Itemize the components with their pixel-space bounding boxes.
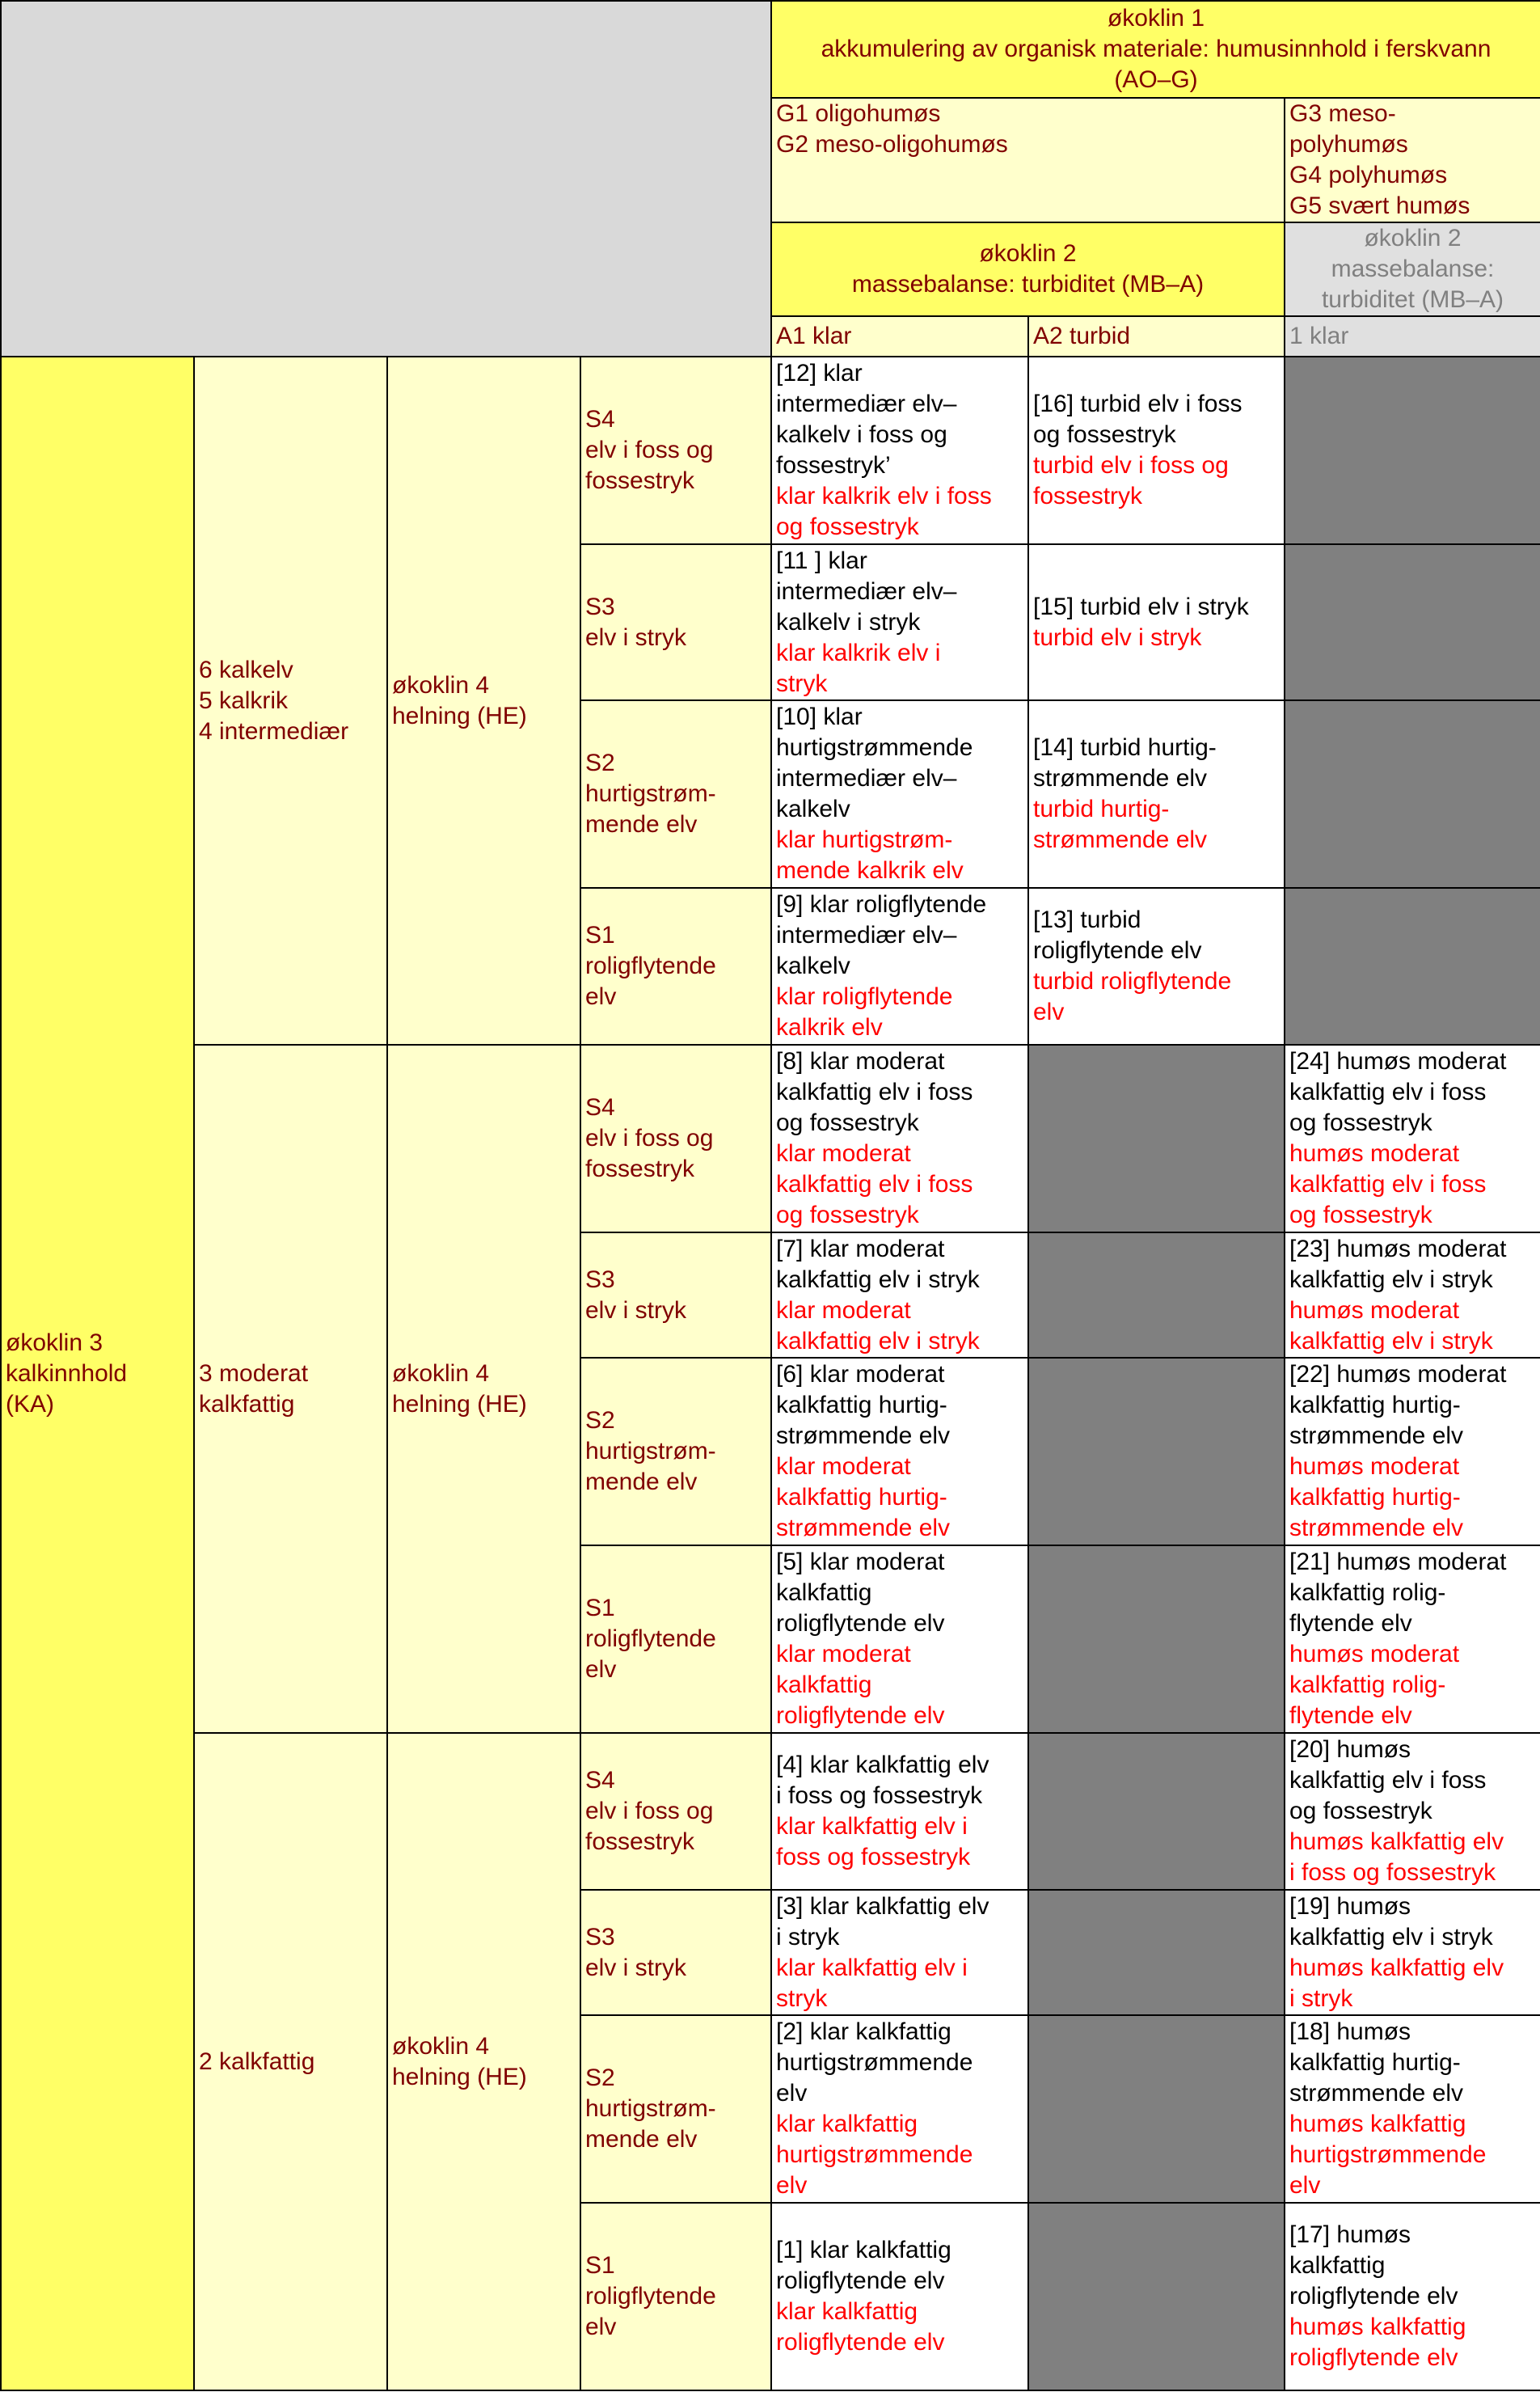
empty-dark-cell (1028, 1545, 1285, 1733)
slope-line: elv (585, 2314, 617, 2340)
ka-cell (1, 357, 194, 2390)
okoklin2-line: massebalanse: (1331, 256, 1495, 282)
type-line-red: humøs moderat (1289, 1296, 1460, 1324)
type-line: intermediær elv– (776, 922, 957, 949)
type-line-red: klar kalkrik elv i (776, 639, 941, 666)
type-line-red: kalkfattig hurtig- (1289, 1484, 1461, 1511)
type-line: [20] humøs (1289, 1736, 1411, 1763)
type-line: kalkfattig elv i foss (1289, 1079, 1487, 1105)
slope-s3-cell (580, 1232, 771, 1358)
type-line: kalkelv (776, 796, 850, 822)
type-line: [2] klar kalkfattig (776, 2018, 951, 2045)
type-line: i stryk (776, 1923, 840, 1950)
type-line-red: humøs kalkfattig elv (1289, 1828, 1504, 1855)
okoklin1-header (771, 1, 1540, 98)
type-line: intermediær elv– (776, 765, 957, 792)
empty-dark-cell (1028, 1232, 1285, 1358)
g-line: G4 polyhumøs (1289, 162, 1448, 188)
g3-g5-header (1285, 98, 1540, 222)
slope-s1-cell (580, 1545, 771, 1733)
type-line-red: humøs kalkfattig elv (1289, 1954, 1504, 1981)
slope-line: elv i stryk (585, 1296, 687, 1324)
ka-line: kalkinnhold (6, 1359, 128, 1387)
type-line: [9] klar roligflytende (776, 891, 987, 918)
type-line-red: kalkfattig (776, 1671, 872, 1698)
type-line: [7] klar moderat (776, 1235, 945, 1262)
type-12-cell (771, 357, 1028, 544)
slope-line: S3 (585, 1266, 615, 1293)
type-line-red: hurtigstrømmende (776, 2141, 973, 2168)
okoklin2-line: turbiditet (MB–A) (1321, 286, 1504, 313)
type-20-cell (1285, 1733, 1540, 1890)
type-line: strømmende elv (776, 1422, 951, 1449)
type-line-red: klar moderat (776, 1453, 911, 1480)
slope-line: elv i foss og (585, 437, 714, 463)
slope-line: hurtigstrøm- (585, 2095, 716, 2122)
kalk-line: 3 moderat (199, 1359, 309, 1387)
slope-s4-cell (580, 1045, 771, 1232)
he-line: økoklin 4 (392, 2032, 490, 2060)
type-line: [21] humøs moderat (1289, 1549, 1507, 1575)
type-23-cell (1285, 1232, 1540, 1358)
type-line-red: elv (776, 2172, 808, 2199)
type-line-red: og fossestryk (776, 1202, 919, 1228)
type-1-cell (771, 2203, 1028, 2390)
type-line-red: elv (1289, 2172, 1321, 2199)
type-line: kalkfattig hurtig- (1289, 2049, 1461, 2076)
slope-line: elv i foss og (585, 1798, 714, 1824)
kalk-line: kalkfattig (199, 1390, 295, 1418)
type-line-red: klar moderat (776, 1296, 911, 1324)
col-header-a2: A2 turbid (1028, 316, 1285, 357)
type-line: [11 ] klar (776, 547, 867, 574)
empty-dark-cell (1028, 1045, 1285, 1232)
okoklin1-line: akkumulering av organisk materiale: humusinnhold i ferskvann (821, 36, 1491, 62)
slope-line: S2 (585, 750, 615, 776)
slope-line: S2 (585, 2064, 615, 2091)
type-line-red: roligflytende elv (1289, 2344, 1458, 2371)
type-line-red: kalkfattig elv i stryk (776, 1327, 980, 1354)
type-line-red: stryk (776, 670, 828, 697)
type-line: kalkfattig elv i foss (1289, 1767, 1487, 1794)
type-line-red: klar kalkrik elv i foss (776, 483, 992, 509)
slope-line: elv i stryk (585, 623, 687, 651)
slope-line: S4 (585, 1094, 615, 1121)
type-4-cell (771, 1733, 1028, 1890)
type-line: [1] klar kalkfattig (776, 2237, 951, 2263)
type-line: intermediær elv– (776, 577, 957, 605)
type-line: roligflytende elv (1033, 937, 1202, 964)
type-line: kalkfattig rolig- (1289, 1579, 1446, 1606)
type-line: kalkfattig elv i stryk (1289, 1923, 1493, 1950)
type-line: [24] humøs moderat (1289, 1048, 1507, 1075)
slope-s2-cell (580, 2015, 771, 2203)
type-line-red: klar kalkfattig (776, 2298, 918, 2325)
type-line-red: roligflytende elv (776, 1702, 945, 1729)
empty-dark-cell (1285, 888, 1540, 1045)
type-line-red: og fossestryk (1289, 1202, 1432, 1228)
kalk-group3-cell (194, 1733, 387, 2390)
type-line: [13] turbid (1033, 907, 1141, 933)
type-line: i foss og fossestryk (776, 1782, 983, 1809)
type-24-cell (1285, 1045, 1540, 1232)
he-group3-cell (387, 1733, 580, 2390)
type-line: [23] humøs moderat (1289, 1235, 1507, 1262)
type-line: [14] turbid hurtig- (1033, 734, 1217, 761)
type-line-red: humøs moderat (1289, 1641, 1460, 1667)
type-line: [10] klar (776, 704, 863, 730)
type-line: [15] turbid elv i stryk (1033, 593, 1249, 620)
type-line: og fossestryk (1289, 1109, 1432, 1136)
slope-line: elv i foss og (585, 1125, 714, 1152)
type-line: kalkfattig hurtig- (1289, 1392, 1461, 1418)
slope-s2-cell (580, 700, 771, 888)
g-line: polyhumøs (1289, 131, 1408, 158)
type-line-red: hurtigstrømmende (1289, 2141, 1487, 2168)
type-line: [18] humøs (1289, 2018, 1411, 2045)
type-7-cell (771, 1232, 1028, 1358)
slope-line: S2 (585, 1407, 615, 1434)
type-line: [6] klar moderat (776, 1361, 945, 1388)
type-11-cell (771, 544, 1028, 700)
type-15-cell (1028, 544, 1285, 700)
type-line-red: strømmende elv (776, 1515, 951, 1541)
empty-dark-cell (1285, 357, 1540, 544)
type-line: og fossestryk (1289, 1798, 1432, 1824)
slope-line: elv (585, 983, 617, 1010)
type-line-red: klar hurtigstrøm- (776, 826, 953, 853)
type-line-red: stryk (776, 1984, 828, 2012)
kalk-line: 2 kalkfattig (199, 2048, 315, 2075)
slope-line: roligflytende (585, 2283, 716, 2310)
g-line: G5 svært humøs (1289, 192, 1470, 219)
type-line: fossestryk’ (776, 452, 891, 479)
type-line: intermediær elv– (776, 391, 957, 417)
kalk-line: 5 kalkrik (199, 687, 289, 714)
type-22-cell (1285, 1358, 1540, 1545)
type-line: strømmende elv (1289, 1422, 1464, 1449)
type-line-red: klar roligflytende (776, 983, 953, 1010)
okoklin2-header (771, 222, 1285, 316)
he-line: helning (HE) (392, 702, 527, 729)
empty-dark-cell (1285, 544, 1540, 700)
type-line: flytende elv (1289, 1610, 1412, 1637)
type-17-cell (1285, 2203, 1540, 2390)
type-14-cell (1028, 700, 1285, 888)
slope-line: fossestryk (585, 1828, 695, 1855)
okoklin1-line: økoklin 1 (1107, 5, 1205, 32)
okoklin2-line: økoklin 2 (979, 240, 1077, 267)
ka-line: (KA) (6, 1390, 54, 1418)
type-line: [3] klar kalkfattig elv (776, 1892, 989, 1920)
type-line-red: humøs kalkfattig (1289, 2111, 1466, 2137)
type-18-cell (1285, 2015, 1540, 2203)
type-line: roligflytende elv (776, 2267, 945, 2294)
slope-line: S1 (585, 1595, 615, 1621)
empty-dark-cell (1028, 1358, 1285, 1545)
type-line: elv (776, 2080, 808, 2107)
type-13-cell (1028, 888, 1285, 1045)
type-line-red: i stryk (1289, 1984, 1353, 2012)
slope-s4-cell (580, 357, 771, 544)
slope-line: mende elv (585, 811, 698, 838)
empty-dark-cell (1028, 2015, 1285, 2203)
type-line: og fossestryk (1033, 421, 1176, 448)
type-line: roligflytende elv (776, 1610, 945, 1637)
type-line-red: humøs moderat (1289, 1453, 1460, 1480)
slope-s2-cell (580, 1358, 771, 1545)
type-line-red: roligflytende elv (776, 2329, 945, 2356)
col-header-a1: A1 klar (771, 316, 1028, 357)
type-line: kalkfattig (776, 1579, 872, 1606)
okoklin1-line: (AO–G) (1114, 66, 1198, 93)
type-line-red: strømmende elv (1033, 826, 1208, 853)
kalk-line: 4 intermediær (199, 717, 349, 745)
type-line-red: kalkfattig elv i foss (776, 1171, 973, 1198)
slope-line: mende elv (585, 1469, 698, 1495)
type-line: hurtigstrømmende (776, 734, 973, 761)
type-3-cell (771, 1890, 1028, 2015)
type-line-red: klar moderat (776, 1641, 911, 1667)
type-line-red: fossestryk (1033, 483, 1143, 509)
empty-dark-cell (1028, 1890, 1285, 2015)
he-group1-cell (387, 357, 580, 1045)
g-line: G1 oligohumøs (776, 100, 941, 127)
slope-line: S3 (585, 1923, 615, 1950)
slope-line: S3 (585, 593, 615, 620)
slope-s3-cell (580, 544, 771, 700)
slope-line: fossestryk (585, 467, 695, 494)
type-line-red: i foss og fossestryk (1289, 1859, 1496, 1886)
slope-line: roligflytende (585, 953, 716, 979)
slope-line: elv i stryk (585, 1954, 687, 1981)
g1-g2-header (771, 98, 1285, 222)
type-line-red: klar kalkfattig elv i (776, 1813, 968, 1840)
type-line: strømmende elv (1033, 765, 1208, 792)
type-line-red: kalkfattig elv i stryk (1289, 1327, 1493, 1354)
type-line-red: turbid roligflytende (1033, 968, 1232, 995)
type-line: [22] humøs moderat (1289, 1361, 1507, 1388)
type-line-red: elv (1033, 999, 1065, 1025)
type-line: kalkelv (776, 953, 850, 979)
he-line: helning (HE) (392, 1390, 527, 1418)
type-line-red: kalkfattig elv i foss (1289, 1171, 1487, 1198)
type-line: kalkfattig elv i stryk (776, 1266, 980, 1293)
slope-line: hurtigstrøm- (585, 1438, 716, 1464)
type-line-red: klar kalkfattig elv i (776, 1954, 968, 1981)
type-line-red: humøs moderat (1289, 1140, 1460, 1167)
he-line: økoklin 4 (392, 671, 490, 699)
type-line-red: strømmende elv (1289, 1515, 1464, 1541)
he-line: helning (HE) (392, 2063, 527, 2090)
type-line-red: flytende elv (1289, 1702, 1412, 1729)
type-5-cell (771, 1545, 1028, 1733)
kalk-line: 6 kalkelv (199, 656, 293, 683)
type-line: hurtigstrømmende (776, 2049, 973, 2076)
type-line-red: kalkfattig hurtig- (776, 1484, 947, 1511)
slope-s1-cell (580, 2203, 771, 2390)
type-line: kalkelv i foss og (776, 421, 947, 448)
type-21-cell (1285, 1545, 1540, 1733)
slope-line: hurtigstrøm- (585, 780, 716, 807)
type-line: kalkfattig elv i stryk (1289, 1266, 1493, 1293)
slope-line: mende elv (585, 2126, 698, 2153)
type-line: [5] klar moderat (776, 1549, 945, 1575)
he-line: økoklin 4 (392, 1359, 490, 1387)
type-line: [16] turbid elv i foss (1033, 391, 1243, 417)
okoklin2-line: økoklin 2 (1364, 225, 1462, 251)
type-line: [8] klar moderat (776, 1048, 945, 1075)
ka-line: økoklin 3 (6, 1329, 103, 1356)
type-10-cell (771, 700, 1028, 888)
slope-line: elv (585, 1656, 617, 1683)
type-line: kalkfattig (1289, 2252, 1386, 2279)
slope-line: fossestryk (585, 1156, 695, 1182)
type-line-red: og fossestryk (776, 513, 919, 540)
type-line: [12] klar (776, 360, 863, 387)
okoklin2-inactive-header (1285, 222, 1540, 316)
type-line-red: klar kalkfattig (776, 2111, 918, 2137)
type-line-red: turbid elv i stryk (1033, 623, 1202, 651)
slope-line: S4 (585, 406, 615, 433)
type-line-red: kalkrik elv (776, 1014, 883, 1041)
col-header-1klar: 1 klar (1285, 316, 1540, 357)
he-group2-cell (387, 1045, 580, 1733)
slope-s3-cell (580, 1890, 771, 2015)
type-8-cell (771, 1045, 1028, 1232)
type-16-cell (1028, 357, 1285, 544)
slope-s4-cell (580, 1733, 771, 1890)
type-line-red: turbid elv i foss og (1033, 452, 1229, 479)
type-line-red: turbid hurtig- (1033, 796, 1170, 822)
type-line-red: humøs kalkfattig (1289, 2314, 1466, 2340)
type-line-red: klar moderat (776, 1140, 911, 1167)
type-6-cell (771, 1358, 1028, 1545)
empty-dark-cell (1285, 700, 1540, 888)
type-line-red: kalkfattig rolig- (1289, 1671, 1446, 1698)
slope-s1-cell (580, 888, 771, 1045)
type-line: kalkfattig elv i foss (776, 1079, 973, 1105)
type-line: kalkelv i stryk (776, 608, 921, 636)
type-2-cell (771, 2015, 1028, 2203)
kalk-group1-cell (194, 357, 387, 1045)
type-line-red: mende kalkrik elv (776, 857, 964, 884)
empty-dark-cell (1028, 1733, 1285, 1890)
g-line: G3 meso- (1289, 100, 1396, 127)
type-line: [4] klar kalkfattig elv (776, 1752, 989, 1778)
slope-line: S1 (585, 922, 615, 949)
type-line: [19] humøs (1289, 1892, 1411, 1920)
slope-line: roligflytende (585, 1625, 716, 1652)
type-line-red: foss og fossestryk (776, 1844, 971, 1870)
kalk-group2-cell (194, 1045, 387, 1733)
type-line: roligflytende elv (1289, 2283, 1458, 2310)
g-line: G2 meso-oligohumøs (776, 131, 1008, 158)
type-19-cell (1285, 1890, 1540, 2015)
okoklin2-line: massebalanse: turbiditet (MB–A) (851, 271, 1205, 298)
type-line: strømmende elv (1289, 2080, 1464, 2107)
slope-line: S4 (585, 1767, 615, 1794)
type-line: [17] humøs (1289, 2221, 1411, 2248)
type-line: og fossestryk (776, 1109, 919, 1136)
corner-header (1, 1, 771, 357)
type-9-cell (771, 888, 1028, 1045)
type-line: kalkfattig hurtig- (776, 1392, 947, 1418)
empty-dark-cell (1028, 2203, 1285, 2390)
slope-line: S1 (585, 2252, 615, 2279)
